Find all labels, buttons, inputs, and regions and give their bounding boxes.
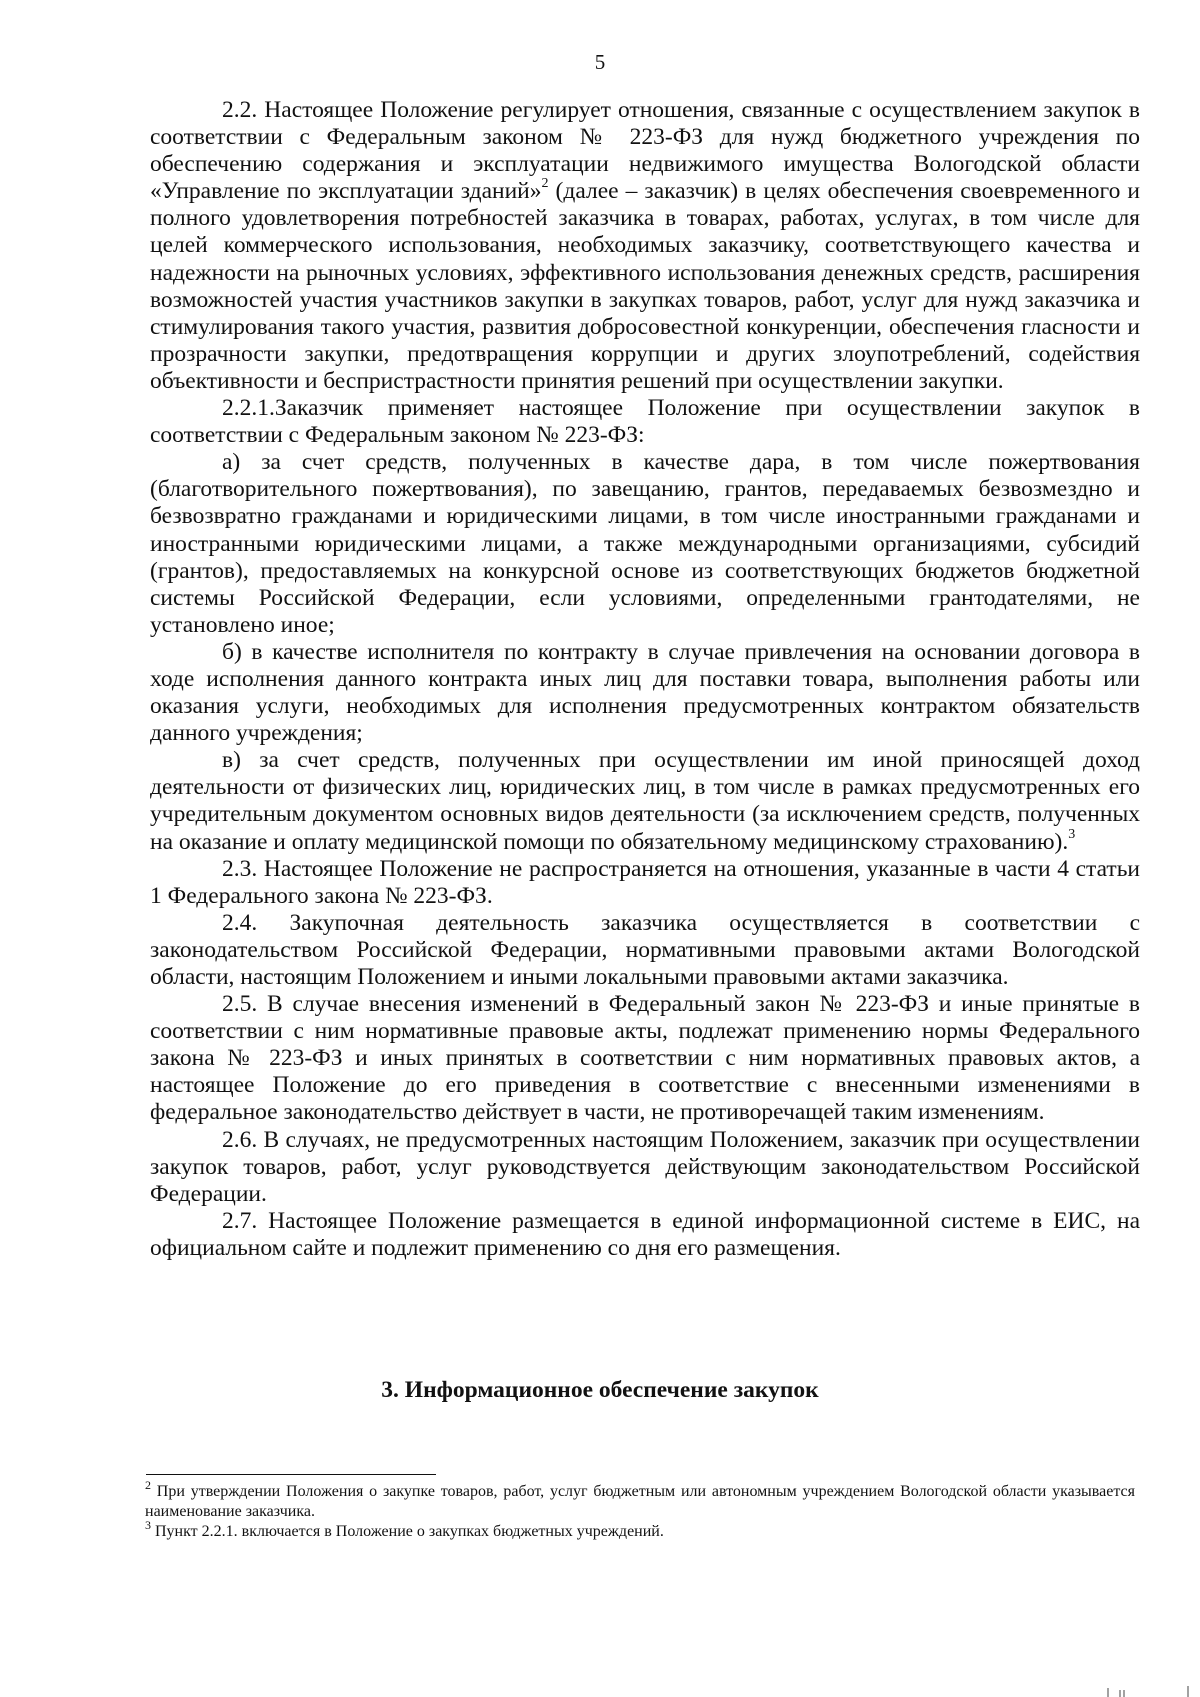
paragraph-item-b xyxy=(150,639,1140,747)
paragraph-text: 2.4. Закупочная деятельность заказчика осуществляется в соответствии с законодательством Российской Федерации, нормативными правовыми актами Вологодской области, настоящим Положением и иными локальными правовыми актами заказчика. xyxy=(150,909,1140,990)
paragraph-2-3 xyxy=(150,856,1140,910)
paragraph-text: 2.3. Настоящее Положение не распространяется на отношения, указанные в части 4 статьи 1 Федерального закона № 223-ФЗ. xyxy=(150,855,1140,909)
footnote-3 xyxy=(145,1517,1135,1542)
paragraph-2-7 xyxy=(150,1208,1140,1262)
paragraph-2-4 xyxy=(150,910,1140,991)
paragraph-text: 2.6. В случаях, не предусмотренных настоящим Положением, заказчик при осуществлении закупок товаров, работ, услуг руководствуется действующим законодательством Российской Федерации. xyxy=(150,1126,1140,1207)
paragraph-text: 2.7. Настоящее Положение размещается в единой информационной системе в ЕИС, на официальном сайте и подлежит применению со дня его размещения. xyxy=(150,1207,1140,1261)
footnote-text: При утверждении Положения о закупке товаров, работ, услуг бюджетным или автономным учреждением Вологодской области указывается наименование заказчика. xyxy=(145,1483,1135,1520)
section-heading: 3. Информационное обеспечение закупок xyxy=(381,1377,819,1403)
paragraph-item-a xyxy=(150,449,1140,639)
paragraph-2-6 xyxy=(150,1127,1140,1208)
paragraph-text: 2.5. В случае внесения изменений в Федеральный закон № 223-ФЗ и иные принятые в соответствии с ним нормативные правовые акты, подлежат применению нормы Федерального закона № 223-ФЗ и иных принятых в соответствии с ним нормативных правовых актов, а настоящее Положение до его приведения в соответствие с внесенными изменениями в федеральное законодательство действует в части, не противоречащей таким изменениям. xyxy=(150,991,1140,1126)
footnote-ref-3[interactable]: 3 xyxy=(1068,826,1076,842)
paragraph-2-2-1 xyxy=(150,395,1140,449)
paragraph-text: 2.2. Настоящее Положение регулирует отношения, связанные с осуществлением закупок в соответствии с Федеральным законом № 223-ФЗ для нужд бюджетного учреждения по обеспечению содержания и эксплуатации недвижимого имущества Вологодской области «Управление по эксплуатации зданий» xyxy=(150,97,1140,205)
footnotes xyxy=(145,1477,1135,1542)
paragraph-text: 2.2.1.Заказчик применяет настоящее Положение при осуществлении закупок в соответствии с Федеральным законом № 223-ФЗ: xyxy=(150,395,1140,449)
paragraph-2-5 xyxy=(150,991,1140,1126)
scan-edge-marks xyxy=(1100,1684,1190,1697)
page-number: 5 xyxy=(594,50,606,74)
paragraph-text-tail: (далее – заказчик) в целях обеспечения своевременного и полного удовлетворения потребностей заказчика в товарах, работах, услугах, в том числе для целей коммерческого использования, необходимых заказчику, соответствующего качества и надежности на рыночных условиях, эффективного использования денежных средств, расширения возможностей участия участников закупки в закупках товаров, работ, услуг для нужд заказчика и стимулирования такого участия, развития добросовестной конкуренции, обеспечения гласности и прозрачности закупки, предотвращения коррупции и других злоупотреблений, содействия объективности и беспристрастности принятия решений при осуществлении закупки. xyxy=(150,178,1140,394)
footnote-ref-2[interactable]: 2 xyxy=(541,176,549,192)
paragraph-item-v xyxy=(150,747,1140,855)
paragraph-2-2 xyxy=(150,97,1140,395)
footnote-divider xyxy=(146,1474,436,1475)
paragraph-text: б) в качестве исполнителя по контракту в случае привлечения на основании договора в ходе исполнения данного контракта иных лиц для поставки товара, выполнения работы или оказания услуги, необходимых для исполнения предусмотренных контрактом обязательств данного учреждения; xyxy=(150,638,1140,747)
footnote-number: 3 xyxy=(145,1517,151,1532)
footnote-number: 2 xyxy=(145,1477,151,1492)
paragraph-text: а) за счет средств, полученных в качестве дара, в том числе пожертвования (благотворительного пожертвования), по завещанию, грантов, передаваемых безвозмездно и безвозвратно гражданами и юридическими лицами, в том числе иностранными гражданами и иностранными юридическими лицами, а также международными организациями, субсидий (грантов), предоставляемых на конкурсной основе из соответствующих бюджетов бюджетной системы Российской Федерации, если условиями, определенными грантодателями, не установлено иное; xyxy=(150,449,1140,638)
paragraph-text: в) за счет средств, полученных при осуществлении им иной приносящей доход деятельности от физических лиц, юридических лиц, в том числе в рамках предусмотренных его учредительным документом основных видов деятельности (за исключением средств, полученных на оказание и оплату медицинской помощи по обязательному медицинскому страхованию). xyxy=(150,747,1140,855)
footnote-2 xyxy=(145,1477,1135,1522)
footnote-text: Пункт 2.2.1. включается в Положение о закупках бюджетных учреждений. xyxy=(151,1523,664,1540)
body-text xyxy=(150,97,1140,1262)
